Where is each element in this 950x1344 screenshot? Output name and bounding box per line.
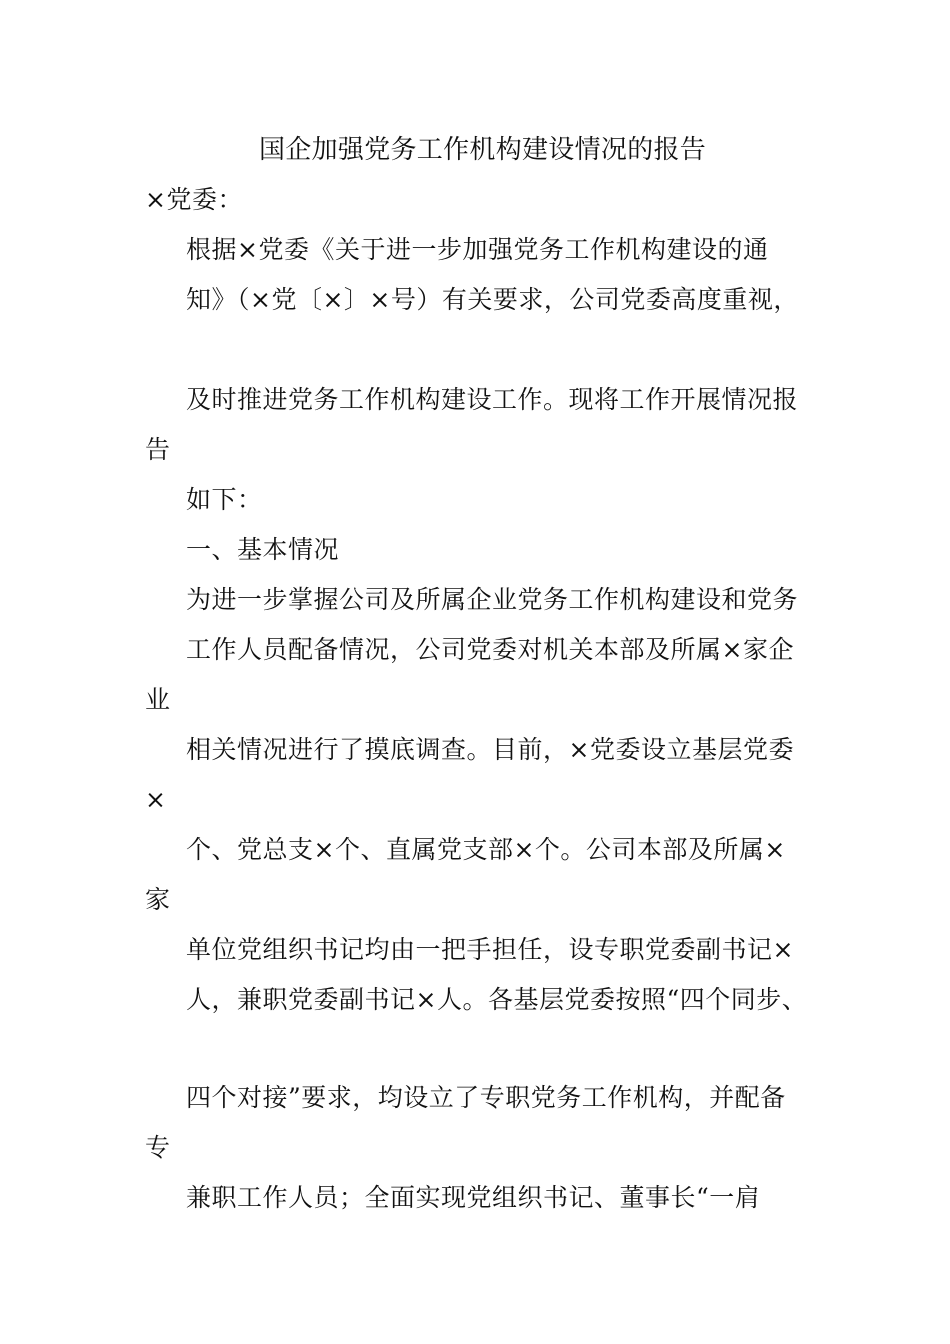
paragraph-line: 四个对接”要求，均设立了专职党务工作机构，并配备 [186, 1083, 786, 1112]
paragraph-line: 专 [145, 1133, 171, 1162]
paragraph-line: 人，兼职党委副书记×人。各基层党委按照“四个同步、 [186, 985, 808, 1014]
paragraph-line: 及时推进党务工作机构建设工作。现将工作开展情况报 [186, 385, 799, 414]
salutation: ×党委： [145, 185, 243, 214]
paragraph-line: 家 [145, 885, 171, 914]
paragraph-line: 业 [145, 685, 171, 714]
paragraph-line: 为进一步掌握公司及所属企业党务工作机构建设和党务 [186, 585, 799, 614]
paragraph-line: 相关情况进行了摸底调查。目前，×党委设立基层党委 [186, 735, 794, 764]
paragraph-line: × [145, 785, 167, 814]
paragraph-line: 如下： [186, 485, 263, 514]
paragraph-line: 知》（×党〔×〕×号）有关要求，公司党委高度重视， [186, 285, 799, 314]
paragraph-line: 兼职工作人员；全面实现党组织书记、董事长“一肩 [186, 1183, 761, 1212]
paragraph-line: 单位党组织书记均由一把手担任，设专职党委副书记× [186, 935, 794, 964]
document-title: 国企加强党务工作机构建设情况的报告 [259, 135, 707, 165]
section-heading: 一、基本情况 [186, 535, 340, 564]
paragraph-line: 工作人员配备情况，公司党委对机关本部及所属×家企 [186, 635, 794, 664]
paragraph-line: 个、党总支×个、直属党支部×个。公司本部及所属× [186, 835, 786, 864]
paragraph-line: 告 [145, 435, 171, 464]
paragraph-line: 根据×党委《关于进一步加强党务工作机构建设的通 [186, 235, 769, 264]
